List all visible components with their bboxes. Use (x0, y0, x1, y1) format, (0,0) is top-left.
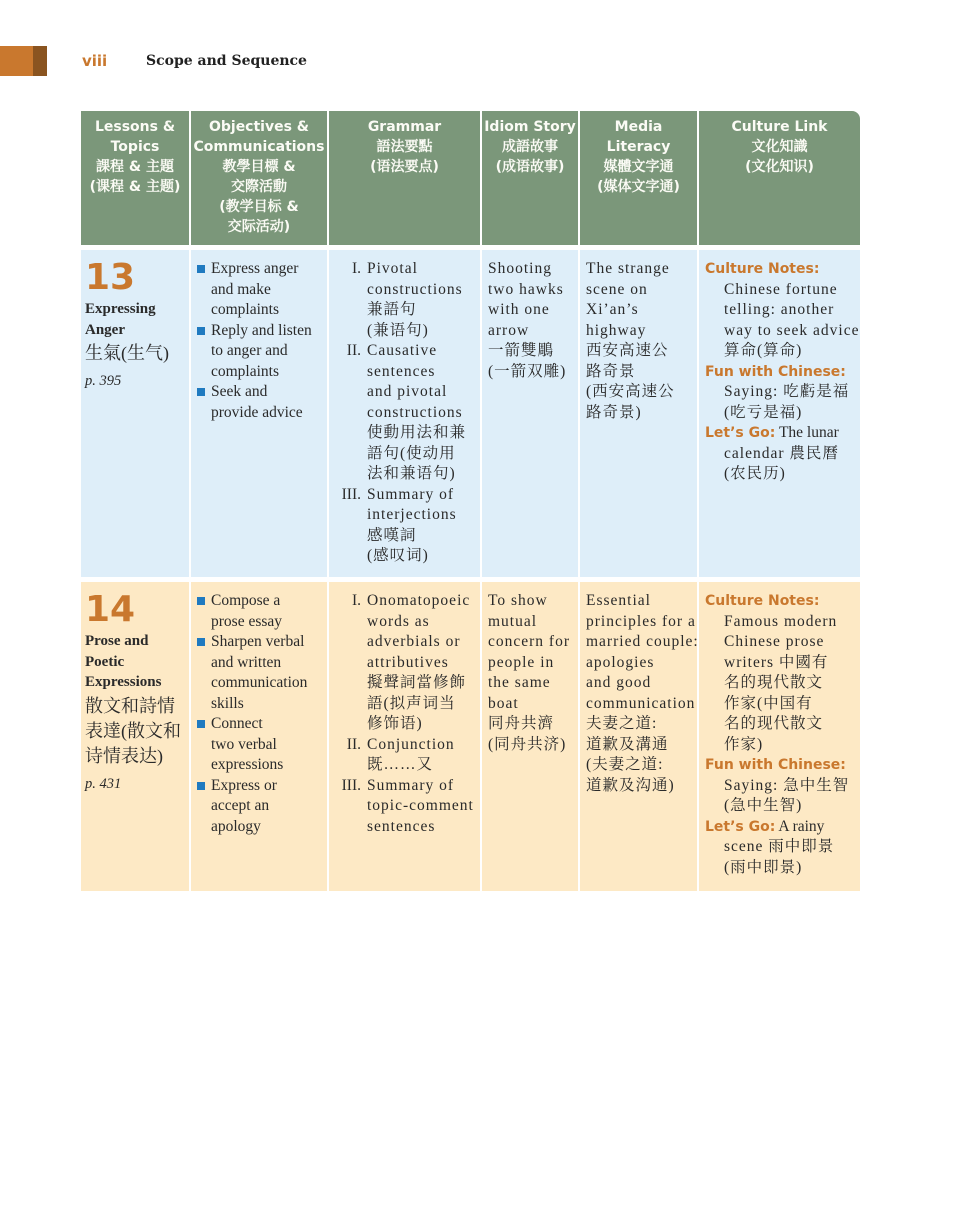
idiom-line: mutual (488, 612, 538, 630)
square-bullet-icon (197, 327, 205, 335)
header-line: 交际活动) (227, 219, 291, 235)
objectives-cell (191, 582, 329, 891)
header-idiom-story (482, 111, 580, 245)
lesson-title-chinese: 生氣(生气) (85, 343, 169, 363)
objective-item (191, 382, 327, 423)
grammar-line: 擬聲詞當修飾 (367, 674, 467, 691)
grammar-line: constructions (367, 403, 463, 421)
grammar-line: sentences (367, 362, 436, 380)
culture-line: writers 中國有 (724, 653, 829, 671)
roman-numeral: II. (346, 735, 361, 753)
lesson-page-ref: p. 431 (85, 775, 122, 792)
scope-sequence-table (81, 111, 860, 891)
culture-heading-line (705, 591, 860, 612)
objective-line: complaints (211, 301, 280, 318)
culture-block (699, 362, 860, 424)
grammar-item (329, 485, 480, 567)
media-line: Essential (586, 592, 651, 609)
header-lessons-topics (81, 111, 191, 245)
grammar-line: interjections (367, 506, 457, 523)
idiom-line: To show (488, 592, 548, 609)
grammar-line: topic-comment (367, 797, 474, 814)
idiom-line: Shooting (488, 260, 552, 277)
idiom-line: 同舟共濟 (488, 715, 555, 732)
media-line: 西安高速公 (586, 342, 669, 359)
square-bullet-icon (197, 782, 205, 790)
idiom-line: two hawks (488, 280, 564, 298)
objective-line: Seek and (211, 383, 268, 400)
objective-line: Express anger (211, 260, 299, 277)
grammar-item (329, 259, 480, 341)
culture-line: Chinese fortune (724, 280, 838, 298)
culture-label: Culture Notes: (705, 261, 820, 277)
culture-line: (吃亏是福) (724, 403, 803, 421)
page-number: viii (82, 52, 108, 70)
header-line: (媒体文字通) (597, 179, 680, 195)
culture-body (705, 382, 860, 423)
objective-line: and written (211, 653, 282, 671)
objective-line: prose essay (211, 612, 283, 630)
culture-body (705, 444, 860, 485)
header-culture-link (699, 111, 860, 245)
lesson-title: Prose and (85, 633, 149, 649)
culture-line: (雨中即景) (724, 858, 803, 876)
header-line: 教學目標 & (222, 159, 296, 175)
objective-item (191, 259, 327, 321)
media-line: Xi’an’s (586, 301, 639, 318)
grammar-line: Conjunction (367, 735, 455, 753)
objective-line: communication (211, 674, 308, 691)
culture-line: calendar 農民曆 (724, 444, 839, 462)
grammar-line: Summary of (367, 485, 455, 503)
objective-line: expressions (211, 756, 284, 773)
objective-line: Compose a (211, 592, 281, 609)
culture-label: Culture Notes: (705, 593, 820, 609)
header-line: (文化知识) (745, 159, 814, 175)
lesson-title-chinese: 散文和詩情 (85, 695, 175, 716)
media-line: The strange (586, 260, 670, 277)
idiom-line: 一箭雙鵰 (488, 342, 555, 359)
lesson-topic-cell (81, 582, 191, 891)
culture-line: Chinese prose (724, 633, 825, 650)
objective-item (191, 321, 327, 383)
square-bullet-icon (197, 720, 205, 728)
square-bullet-icon (197, 265, 205, 273)
objective-line: provide advice (211, 403, 303, 421)
culture-line: telling: another (724, 301, 835, 318)
objective-line: and make (211, 280, 271, 298)
media-line: 路奇景) (586, 403, 642, 421)
objectives-cell (191, 250, 329, 577)
culture-line: 作家(中国有 (724, 694, 813, 712)
idiom-line: the same (488, 674, 551, 691)
idiom-story-cell (482, 582, 580, 891)
objective-line: two verbal (211, 735, 277, 753)
roman-numeral: II. (346, 342, 361, 359)
lesson-number: 13 (85, 257, 136, 298)
grammar-line: Pivotal (367, 260, 418, 277)
culture-line: scene 雨中即景 (724, 838, 835, 855)
lesson-row (81, 582, 860, 891)
culture-body (705, 612, 860, 756)
media-literacy-cell (580, 582, 699, 891)
culture-line: (农民历) (724, 465, 786, 482)
idiom-line: (一箭双雕) (488, 362, 567, 380)
header-line: Topics (110, 139, 160, 155)
culture-line: Famous modern (724, 612, 838, 630)
media-line: 道歉及溝通 (586, 735, 669, 753)
grammar-cell (329, 582, 482, 891)
media-line: apologies (586, 653, 655, 671)
lesson-number: 14 (85, 589, 136, 630)
objective-line: skills (211, 694, 244, 712)
grammar-line: constructions (367, 280, 463, 298)
header-line: (课程 & 主题) (89, 179, 181, 195)
grammar-line: (感叹词) (367, 547, 429, 564)
culture-line: way to seek advice (724, 321, 860, 339)
culture-body (705, 280, 860, 362)
objective-line: Sharpen verbal (211, 633, 305, 650)
culture-body (705, 837, 860, 878)
header-media-literacy (580, 111, 699, 245)
table-header (81, 111, 860, 245)
header-line: Objectives & (208, 119, 310, 135)
roman-numeral: III. (341, 485, 361, 503)
header-line: 媒體文字通 (603, 159, 674, 175)
culture-block (699, 591, 860, 755)
media-line: scene on (586, 280, 648, 298)
grammar-line: 使動用法和兼 (367, 424, 467, 441)
header-line: (成语故事) (495, 159, 565, 175)
grammar-line: 既……又 (367, 756, 434, 773)
grammar-line: adverbials or (367, 633, 461, 650)
culture-heading-line (705, 817, 860, 838)
grammar-text (367, 591, 480, 735)
culture-block (699, 817, 860, 879)
lesson-title-chinese: 诗情表达) (85, 745, 163, 766)
culture-heading-line (705, 362, 860, 383)
header-line: Culture Link (731, 119, 828, 135)
header-line: Communications (193, 139, 325, 155)
objective-line: to anger and (211, 342, 288, 359)
culture-link-cell (699, 582, 860, 891)
media-line: 夫妻之道: (586, 715, 658, 732)
lesson-row (81, 250, 860, 577)
objective-line: Express or (211, 776, 277, 794)
grammar-line: sentences (367, 817, 436, 835)
header-line: 成語故事 (502, 139, 558, 155)
grammar-text (367, 259, 480, 341)
grammar-text (367, 735, 480, 776)
header-line: (教学目标 & (219, 199, 299, 215)
culture-block (699, 259, 860, 362)
media-line: principles for a (586, 612, 696, 630)
lesson-title: Poetic (85, 653, 125, 670)
grammar-line: words as (367, 612, 430, 630)
header-line: Idiom Story (484, 119, 576, 135)
culture-line: Saying: 吃虧是福 (724, 383, 850, 400)
media-line: and good (586, 674, 652, 691)
idiom-line: (同舟共济) (488, 735, 567, 753)
culture-block (699, 423, 860, 485)
header-objectives-communications (191, 111, 329, 245)
culture-first-text: A rainy (775, 817, 825, 835)
square-bullet-icon (197, 388, 205, 396)
idiom-line: arrow (488, 321, 530, 339)
grammar-line: 法和兼语句) (367, 465, 456, 482)
media-line: highway (586, 321, 647, 339)
objective-line: Connect (211, 715, 263, 732)
grammar-line: (兼语句) (367, 321, 429, 339)
idiom-line: people in (488, 653, 555, 671)
culture-heading-line (705, 423, 860, 444)
idiom-line: concern for (488, 633, 570, 650)
grammar-line: 感嘆詞 (367, 526, 417, 544)
culture-label: Let’s Go: (705, 425, 776, 441)
culture-block (699, 755, 860, 817)
header-line: Media (614, 119, 663, 135)
lesson-page-ref: p. 395 (85, 373, 122, 389)
grammar-item (329, 735, 480, 776)
grammar-text (367, 341, 480, 485)
roman-numeral: III. (341, 776, 361, 794)
lesson-title-chinese: 表達(散文和 (85, 720, 181, 741)
header-line: 文化知識 (751, 139, 808, 155)
grammar-cell (329, 250, 482, 577)
lesson-title: Expressing (85, 301, 156, 317)
grammar-line: 語句(使动用 (367, 444, 456, 462)
square-bullet-icon (197, 597, 205, 605)
header-line: 語法要點 (376, 139, 433, 155)
media-line: (西安高速公 (586, 383, 675, 400)
culture-label: Fun with Chinese: (705, 757, 846, 773)
square-bullet-icon (197, 638, 205, 646)
grammar-line: attributives (367, 653, 449, 671)
media-literacy-cell (580, 250, 699, 577)
idiom-line: boat (488, 694, 519, 712)
media-line: married couple: (586, 633, 699, 650)
culture-label: Fun with Chinese: (705, 363, 846, 380)
culture-body (705, 776, 860, 817)
culture-line: 名的现代散文 (724, 715, 824, 732)
roman-numeral: I. (351, 260, 361, 277)
objective-item (191, 632, 327, 714)
objective-line: accept an (211, 797, 270, 814)
culture-line: (急中生智) (724, 797, 803, 814)
header-grammar (329, 111, 482, 245)
objective-line: Reply and listen (211, 321, 312, 339)
header-line: Grammar (367, 119, 442, 135)
culture-line: 算命(算命) (724, 342, 803, 359)
grammar-line: Causative (367, 342, 438, 359)
running-head: Scope and Sequence (146, 53, 307, 69)
media-line: communication (586, 694, 696, 712)
culture-line: 作家) (724, 735, 764, 753)
grammar-item (329, 591, 480, 735)
culture-heading-line (705, 755, 860, 776)
grammar-line: and pivotal (367, 383, 448, 400)
media-line: 道歉及沟通) (586, 776, 675, 794)
culture-first-text: The lunar (775, 424, 839, 441)
media-line: 路奇景 (586, 362, 636, 380)
lesson-title: Anger (85, 321, 125, 338)
header-line: Lessons & (94, 119, 176, 135)
media-line: (夫妻之道: (586, 756, 664, 773)
idiom-story-cell (482, 250, 580, 577)
page-tab-marker (0, 46, 33, 76)
culture-line: Saying: 急中生智 (724, 776, 850, 794)
objective-item (191, 714, 327, 776)
lesson-topic-cell (81, 250, 191, 577)
idiom-line: with one (488, 301, 550, 318)
culture-label: Let’s Go: (705, 818, 776, 835)
header-line: Literacy (606, 139, 671, 155)
grammar-line: Summary of (367, 776, 455, 794)
grammar-line: 兼語句 (367, 301, 417, 318)
culture-line: 名的現代散文 (724, 674, 824, 691)
objective-line: apology (211, 817, 261, 835)
page-tab-marker-shadow (33, 46, 47, 76)
objective-line: complaints (211, 362, 280, 380)
grammar-line: 修饰语) (367, 715, 423, 732)
header-line: 交際活動 (231, 179, 287, 195)
grammar-line: Onomatopoeic (367, 592, 471, 609)
header-line: 課程 & 主題 (96, 159, 174, 175)
culture-link-cell (699, 250, 860, 577)
grammar-line: 語(拟声词当 (367, 694, 456, 712)
header-line: (语法要点) (370, 159, 439, 175)
grammar-text (367, 776, 480, 838)
objective-item (191, 591, 327, 632)
culture-heading-line (705, 259, 860, 280)
roman-numeral: I. (351, 592, 361, 609)
objective-item (191, 776, 327, 838)
grammar-item (329, 341, 480, 485)
grammar-item (329, 776, 480, 838)
lesson-title: Expressions (85, 674, 162, 690)
grammar-text (367, 485, 480, 567)
